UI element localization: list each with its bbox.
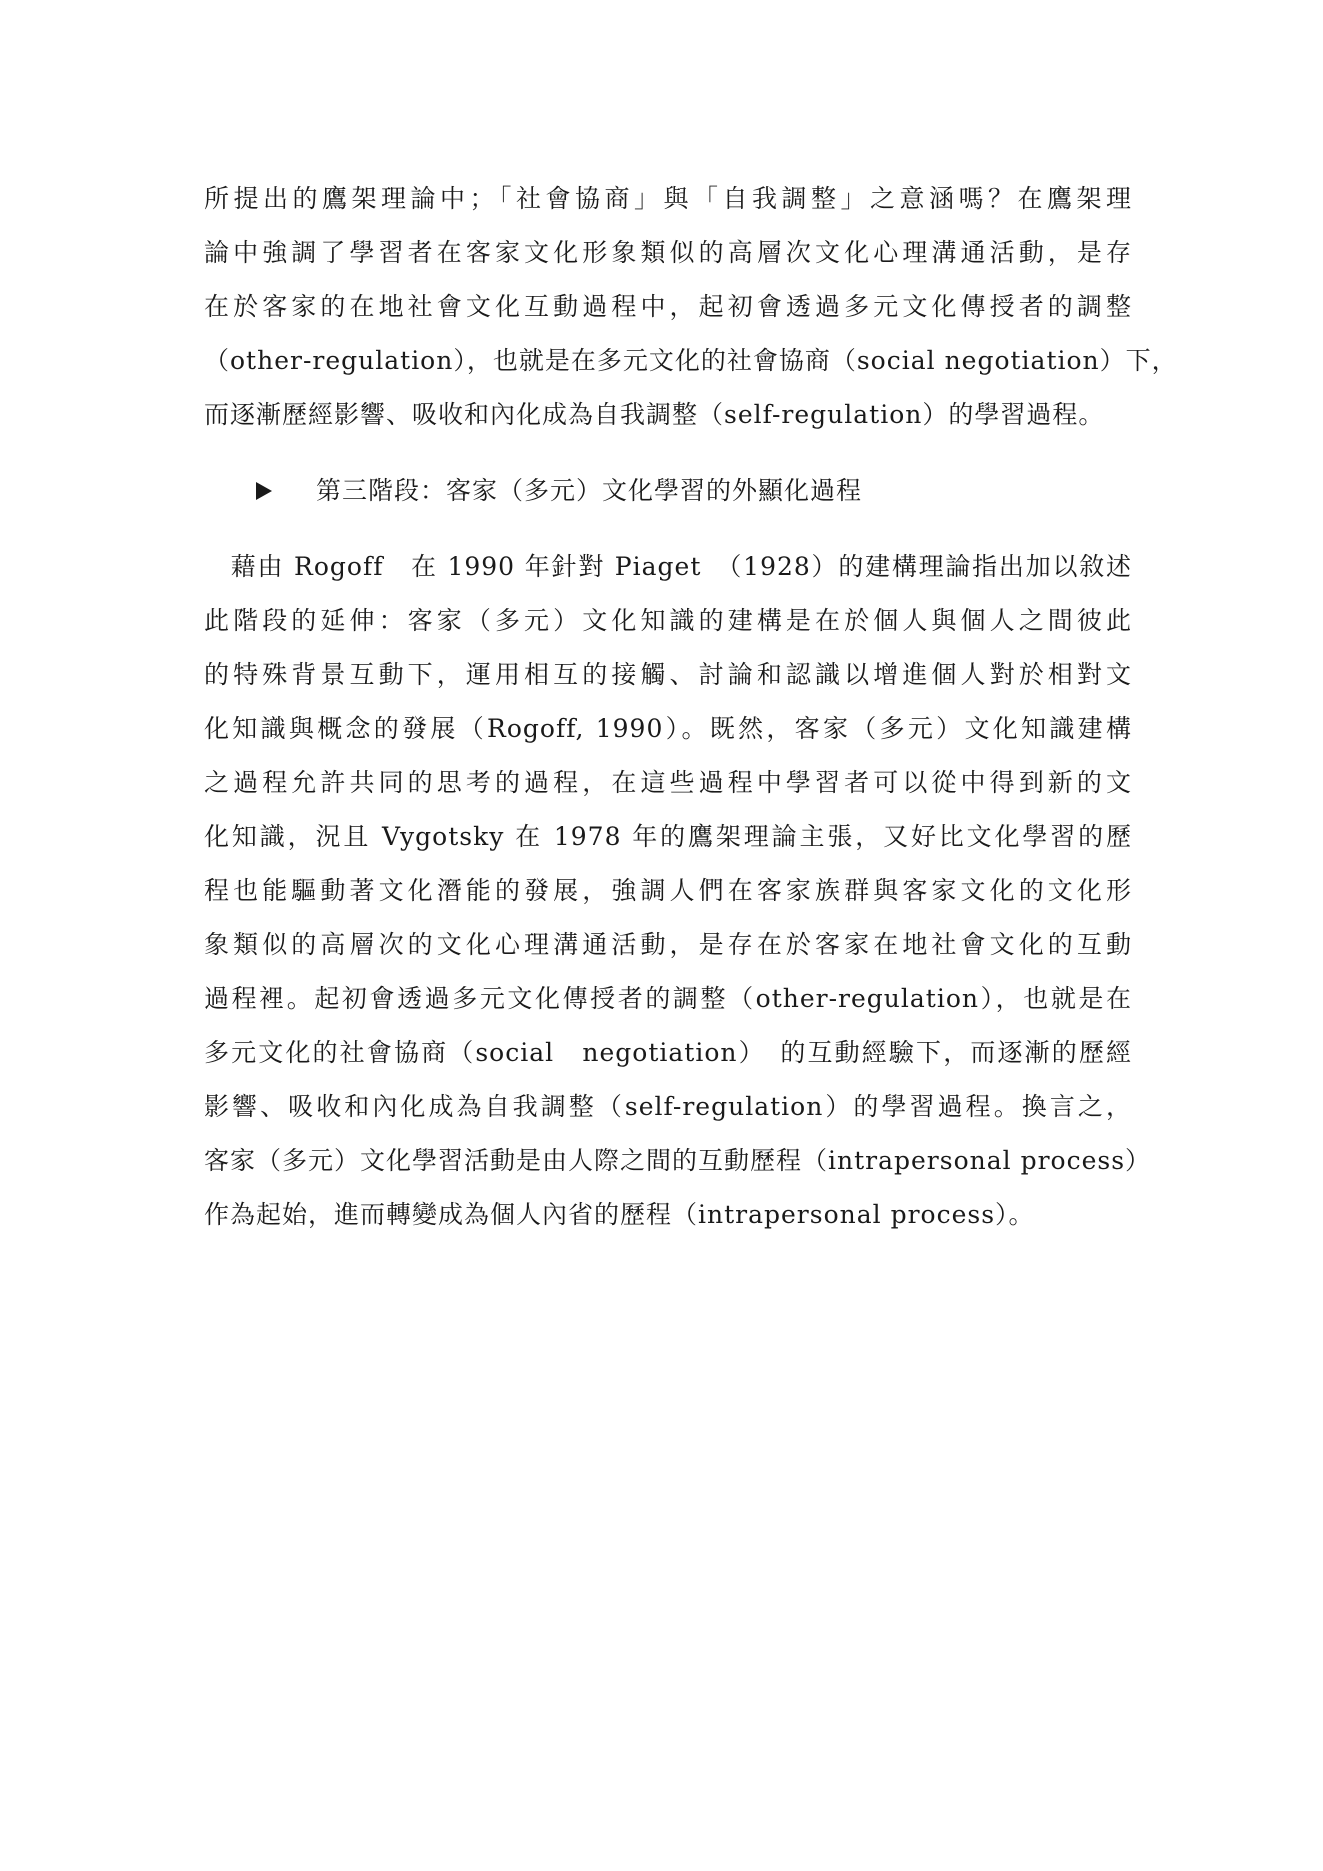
paragraph-line: （other-regulation），也就是在多元文化的社會協商（social negotiation）下，: [204, 346, 1178, 375]
paragraph-line: 藉由 Rogoff 在 1990 年針對 Piaget （1928）的建構理論指出加以敘述: [204, 552, 1132, 581]
arrowhead-bullet-icon: [256, 482, 272, 500]
paragraph-line: 作為起始，進而轉變成為個人內省的歷程（intrapersonal process）。: [204, 1200, 1035, 1229]
paragraph-line: 多元文化的社會協商（social negotiation） 的互動經驗下，而逐漸的歷經: [204, 1038, 1132, 1067]
paragraph-line: 論中強調了學習者在客家文化形象類似的高層次文化心理溝通活動，是存: [204, 238, 1132, 267]
paragraph-line: 而逐漸歷經影響、吸收和內化成為自我調整（self-regulation）的學習過程。: [204, 400, 1105, 429]
paragraph-1: [204, 172, 1178, 442]
paragraph-line: 的特殊背景互動下，運用相互的接觸、討論和認識以增進個人對於相對文: [204, 660, 1132, 689]
paragraph-2: [204, 540, 1152, 1242]
section-bullet-heading: [204, 464, 1132, 518]
paragraph-line: 之過程允許共同的思考的過程，在這些過程中學習者可以從中得到新的文: [204, 768, 1132, 797]
paragraph-line: 影響、吸收和內化成為自我調整（self-regulation）的學習過程。換言之，: [204, 1092, 1132, 1121]
paragraph-line: 所提出的鷹架理論中；「社會協商」與「自我調整」之意涵嗎？在鷹架理: [204, 184, 1132, 213]
section-heading-text: 第三階段：客家（多元）文化學習的外顯化過程: [316, 476, 863, 505]
paragraph-line: 象類似的高層次的文化心理溝通活動，是存在於客家在地社會文化的互動: [204, 930, 1132, 959]
paragraph-line: 在於客家的在地社會文化互動過程中，起初會透過多元文化傳授者的調整: [204, 292, 1132, 321]
paragraph-line: 客家（多元）文化學習活動是由人際之間的互動歷程（intrapersonal process）: [204, 1146, 1152, 1175]
paragraph-line: 此階段的延伸：客家（多元）文化知識的建構是在於個人與個人之間彼此: [204, 606, 1132, 635]
paragraph-line: 過程裡。起初會透過多元文化傳授者的調整（other-regulation），也就是在: [204, 984, 1132, 1013]
paragraph-line: 化知識與概念的發展（Rogoff, 1990）。既然，客家（多元）文化知識建構: [204, 714, 1132, 743]
document-body: [204, 172, 1178, 1242]
paragraph-line: 程也能驅動著文化潛能的發展，強調人們在客家族群與客家文化的文化形: [204, 876, 1132, 905]
paragraph-line: 化知識，況且 Vygotsky 在 1978 年的鷹架理論主張，又好比文化學習的歷: [204, 822, 1132, 851]
